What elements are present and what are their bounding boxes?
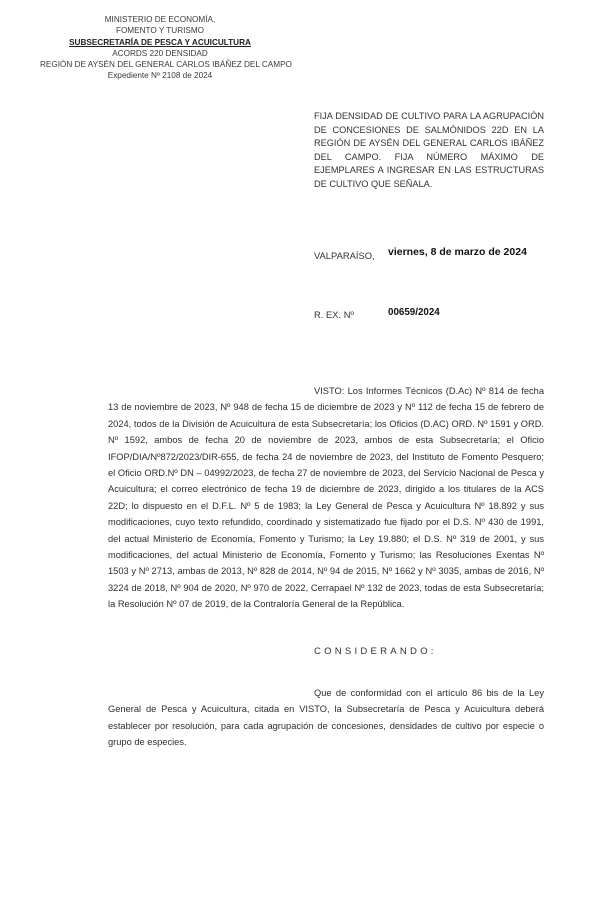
rex-label: R. EX. Nº [314,309,354,320]
letterhead-reference: ACORDS 220 DENSIDAD [112,48,208,58]
letterhead-ministry-2: FOMENTO Y TURISMO [115,26,205,36]
letterhead-ministry: MINISTERIO DE ECONOMÍA, [104,15,216,24]
letterhead [40,14,292,82]
date-value: viernes, 8 de marzo de 2024 [388,246,527,258]
letterhead-region: REGIÓN DE AYSÉN DEL GENERAL CARLOS IBÁÑEZ DEL CAMPO [40,60,292,70]
resolution-title: FIJA DENSIDAD DE CULTIVO PARA LA AGRUPACIÓN DE CONCESIONES DE SALMÓNIDOS 22D EN LA REGIÓN DE AYSÉN DEL GENERAL CARLOS IBÁÑEZ DEL CAMPO. FIJA NÚMERO MÁXIMO DE EJEMPLARES A INGRESAR EN LAS ESTRUCTURAS DE CULTIVO QUE SEÑALA. [314,111,544,189]
considerando-1-text: Que de conformidad con el artículo 86 bis de la Ley General de Pesca y Acuicultura, citada en VISTO, la Subsecretaría de Pesca y Acuicultura deberá establecer por resolución, para cada agrupación de concesiones, densidades de cultivo por especie o grupo de especies. [108,688,544,748]
place-label: VALPARAÍSO, [314,250,375,261]
considerando-paragraph-1 [108,685,544,751]
visto-text: VISTO: Los Informes Técnicos (D.Ac) Nº 814 de fecha 13 de noviembre de 2023, Nº 948 de fecha 15 de diciembre de 2023 y Nº 112 de fecha 15 de febrero de 2024, todos de la División de Acuicultura de esta Subsecretaría; los Oficios (D.AC) ORD. Nº 1591 y ORD. Nº 1592, ambos de fecha 20 de noviembre de 2023, ambos de esta Subsecretaría; el Oficio IFOP/DIA/Nº872/2023/DIR-655, de fecha 24 de noviembre de 2023, del Instituto de Fomento Pesquero; el Oficio ORD.Nº DN – 04992/2023, de fecha 27 de noviembre de 2023, del Servicio Nacional de Pesca y Acuicultura; el correo electrónico de fecha 19 de diciembre de 2023, dirigido a los titulares de la ACS 22D; lo dispuesto en el D.F.L. Nº 5 de 1983; la Ley General de Pesca y Acuicultura Nº 18.892 y sus modificaciones, cuyo texto refundido, coordinado y sistematizado fue fijado por el D.S. Nº 430 de 1991, del actual Ministerio de Economía, Fomento y Turismo; la Ley 19.880; el D.S. Nº 319 de 2001, y sus modificaciones, del actual Ministerio de Economía, Fomento y Turismo; las Resoluciones Exentas Nº 1503 y Nº 2713, ambas de 2013, Nº 828 de 2014, Nº 94 de 2015, Nº 1662 y Nº 3035, ambas de 2016, Nº 3224 de 2018, Nº 904 de 2020, Nº 970 de 2022, Cerrapael Nº 132 de 2023, todas de esta Subsecretaría; la Resolución Nº 07 de 2019, de la Contraloría General de la República. [108,386,544,610]
rex-number: 00659/2024 [388,307,440,318]
considerando-heading: CONSIDERANDO: [314,646,437,657]
letterhead-expediente: Expediente Nº 2108 de 2024 [107,71,213,81]
visto-paragraph [108,383,544,613]
letterhead-subsecretaria: SUBSECRETARÍA DE PESCA Y ACUICULTURA [69,37,251,47]
